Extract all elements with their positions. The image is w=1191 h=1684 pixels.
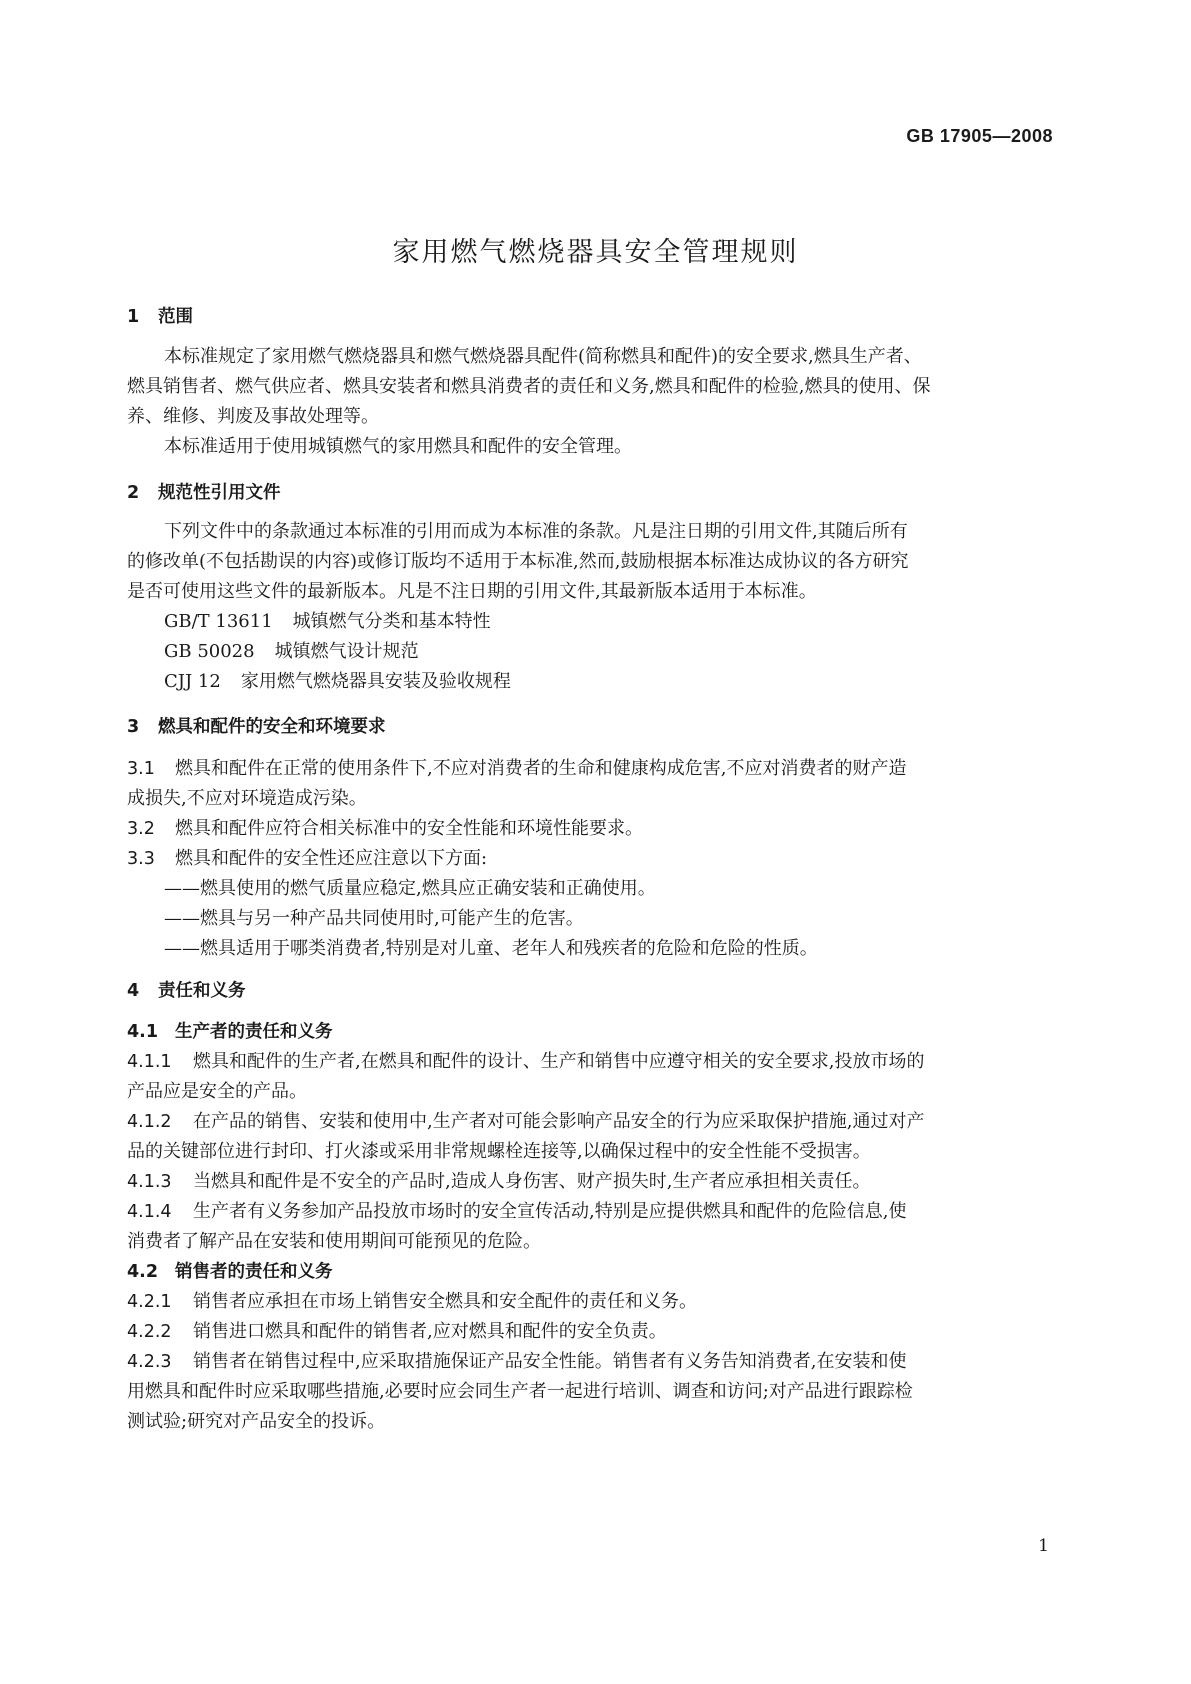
list-item: ——燃具适用于哪类消费者,特别是对儿童、老年人和残疾者的危险和危险的性质。 <box>164 938 818 959</box>
section-3-heading: 3 燃具和配件的安全和环境要求 <box>127 717 386 737</box>
clause-4-1-4-continuation: 消费者了解产品在安装和使用期间可能预见的危险。 <box>127 1231 541 1252</box>
reference-code: GB/T 13611 <box>164 611 273 632</box>
subsection-4-2-heading: 4.2 销售者的责任和义务 <box>127 1262 333 1282</box>
document-title: 家用燃气燃烧器具安全管理规则 <box>392 237 799 268</box>
list-item: ——燃具与另一种产品共同使用时,可能产生的危害。 <box>164 908 584 929</box>
section-1-paragraph-2: 本标准适用于使用城镇燃气的家用燃具和配件的安全管理。 <box>164 436 632 457</box>
normative-reference <box>164 637 419 667</box>
clause-4-2-3-continuation: 测试验;研究对产品安全的投诉。 <box>127 1411 386 1432</box>
clause-4-1-3: 4.1.3 当燃具和配件是不安全的产品时,造成人身伤害、财产损失时,生产者应承担相关责任。 <box>127 1171 871 1192</box>
clause-4-2-3: 4.2.3 销售者在销售过程中,应采取措施保证产品安全性能。销售者有义务告知消费者,在安装和使 <box>127 1351 907 1372</box>
normative-reference <box>164 667 511 697</box>
section-1-paragraph-line: 本标准规定了家用燃气燃烧器具和燃气燃烧器具配件(简称燃具和配件)的安全要求,燃具生产者、 <box>164 346 922 367</box>
section-4-heading: 4 责任和义务 <box>127 981 246 1001</box>
clause-3-2: 3.2 燃具和配件应符合相关标准中的安全性能和环境性能要求。 <box>127 818 643 839</box>
reference-title: 家用燃气燃烧器具安装及验收规程 <box>240 671 511 692</box>
clause-4-2-2: 4.2.2 销售进口燃具和配件的销售者,应对燃具和配件的安全负责。 <box>127 1321 667 1342</box>
standard-code: GB 17905—2008 <box>906 126 1053 146</box>
section-2-paragraph-line: 下列文件中的条款通过本标准的引用而成为本标准的条款。凡是注日期的引用文件,其随后所有 <box>164 521 908 542</box>
section-2-paragraph-line: 是否可使用这些文件的最新版本。凡是不注日期的引用文件,其最新版本适用于本标准。 <box>127 581 817 602</box>
section-2-heading: 2 规范性引用文件 <box>127 483 281 503</box>
section-1-paragraph-line: 燃具销售者、燃气供应者、燃具安装者和燃具消费者的责任和义务,燃具和配件的检验,燃具的使用、保 <box>127 376 931 397</box>
clause-4-1-1-continuation: 产品应是安全的产品。 <box>127 1081 307 1102</box>
section-2-paragraph-line: 的修改单(不包括勘误的内容)或修订版均不适用于本标准,然而,鼓励根据本标准达成协议的各方研究 <box>127 551 909 572</box>
reference-code: CJJ 12 <box>164 671 221 692</box>
reference-title: 城镇燃气设计规范 <box>274 641 419 662</box>
normative-reference <box>164 607 491 637</box>
section-1-paragraph-line: 养、维修、判废及事故处理等。 <box>127 406 379 427</box>
subsection-4-1-heading: 4.1 生产者的责任和义务 <box>127 1022 333 1042</box>
clause-3-3: 3.3 燃具和配件的安全性还应注意以下方面: <box>127 848 488 869</box>
clause-4-2-1: 4.2.1 销售者应承担在市场上销售安全燃具和安全配件的责任和义务。 <box>127 1291 697 1312</box>
clause-4-1-4: 4.1.4 生产者有义务参加产品投放市场时的安全宣传活动,特别是应提供燃具和配件的危险信息,使 <box>127 1201 907 1222</box>
clause-4-1-1: 4.1.1 燃具和配件的生产者,在燃具和配件的设计、生产和销售中应遵守相关的安全要求,投放市场的 <box>127 1051 925 1072</box>
clause-4-1-2-continuation: 品的关键部位进行封印、打火漆或采用非常规螺栓连接等,以确保过程中的安全性能不受损害。 <box>127 1141 871 1162</box>
clause-4-1-2: 4.1.2 在产品的销售、安装和使用中,生产者对可能会影响产品安全的行为应采取保护措施,通过对产 <box>127 1111 925 1132</box>
reference-code: GB 50028 <box>164 641 255 662</box>
section-1-heading: 1 范围 <box>127 307 193 327</box>
page-number: 1 <box>1038 1536 1049 1556</box>
clause-4-2-3-continuation: 用燃具和配件时应采取哪些措施,必要时应会同生产者一起进行培训、调查和访问;对产品进行跟踪检 <box>127 1381 913 1402</box>
reference-title: 城镇燃气分类和基本特性 <box>292 611 491 632</box>
list-item: ——燃具使用的燃气质量应稳定,燃具应正确安装和正确使用。 <box>164 878 656 899</box>
clause-3-1: 3.1 燃具和配件在正常的使用条件下,不应对消费者的生命和健康构成危害,不应对消费者的财产造 <box>127 758 907 779</box>
clause-3-1-continuation: 成损失,不应对环境造成污染。 <box>127 788 367 809</box>
